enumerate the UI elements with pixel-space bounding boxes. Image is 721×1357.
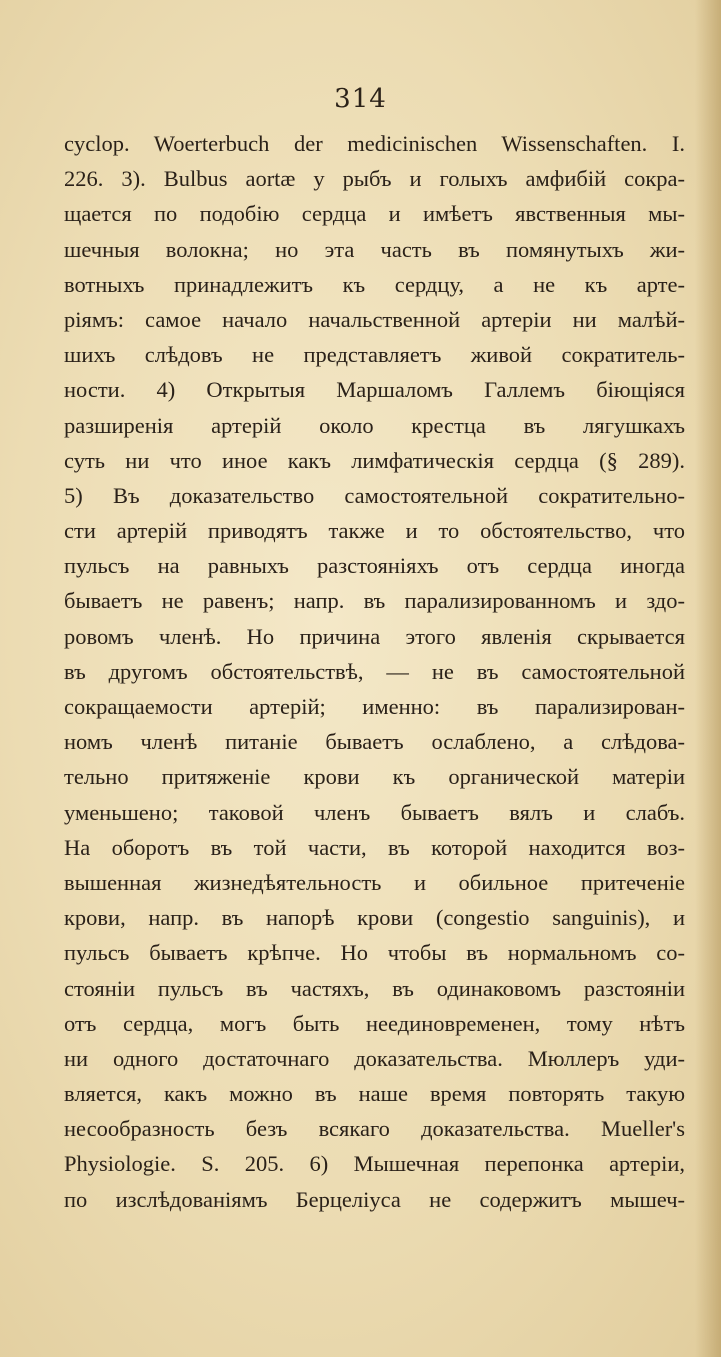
- text-line: вляется, какъ можно въ наше время повторять такую: [64, 1081, 685, 1107]
- text-line: по изслѣдованіямъ Берцеліуса не содержитъ мышеч-: [64, 1186, 685, 1212]
- text-line: несообразность безъ всякаго доказательства. Mueller's: [64, 1116, 685, 1142]
- text-line: ности. 4) Открытыя Маршаломъ Галлемъ біющіяся: [64, 377, 685, 403]
- text-line: ровомъ членѣ. Но причина этого явленія скрывается: [64, 623, 685, 649]
- text-line: пульсъ на равныхъ разстояніяхъ отъ сердца иногда: [64, 553, 685, 579]
- text-line: крови, напр. въ напорѣ крови (congestio sanguinis), и: [64, 905, 685, 931]
- text-line: пульсъ бываетъ крѣпче. Но чтобы въ нормальномъ со-: [64, 940, 685, 966]
- body-text: [64, 126, 685, 1217]
- text-line: отъ сердца, могъ быть неединовременен, тому нѣтъ: [64, 1010, 685, 1036]
- text-line: cyclop. Woerterbuch der medicinischen Wissenschaften. I.: [64, 131, 685, 156]
- text-line: На оборотъ въ той части, въ которой находится воз-: [64, 834, 685, 860]
- text-line: вышенная жизнедѣятельность и обильное притеченіе: [64, 869, 685, 895]
- text-line: стояніи пульсъ въ частяхъ, въ одинаковомъ разстояніи: [64, 975, 685, 1001]
- text-line: 226. 3). Bulbus aortæ у рыбъ и голыхъ амфибій сокра-: [64, 166, 685, 192]
- page-edge-shadow: [695, 0, 721, 1357]
- text-line: номъ членѣ питаніе бываетъ ослаблено, а слѣдова-: [64, 729, 685, 755]
- text-line: разширенія артерій около крестца въ лягушкахъ: [64, 412, 685, 438]
- text-line: 5) Въ доказательство самостоятельной сократительно-: [64, 482, 685, 508]
- text-line: въ другомъ обстоятельствѣ, — не въ самостоятельной: [64, 658, 685, 684]
- text-line: уменьшено; таковой членъ бываетъ вялъ и слабъ.: [64, 799, 685, 825]
- text-line: ріямъ: самое начало начальственной артеріи ни малѣй-: [64, 306, 685, 332]
- text-line: щается по подобію сердца и имѣетъ явственныя мы-: [64, 201, 685, 227]
- text-line: ни одного достаточнаго доказательства. Мюллеръ уди-: [64, 1045, 685, 1071]
- page-number: 314: [334, 84, 387, 114]
- text-line: суть ни что иное какъ лимфатическія сердца (§ 289).: [64, 447, 685, 473]
- text-line: вотныхъ принадлежитъ къ сердцу, а не къ арте-: [64, 271, 685, 297]
- text-line: Physiologie. S. 205. 6) Мышечная перепонка артеріи,: [64, 1151, 685, 1177]
- text-line: сокращаемости артерій; именно: въ парализирован-: [64, 694, 685, 719]
- text-line: бываетъ не равенъ; напр. въ парализированномъ и здо-: [64, 588, 685, 614]
- text-line: тельно притяженіе крови къ органической матеріи: [64, 764, 685, 790]
- text-line: сти артерій приводятъ также и то обстоятельство, что: [64, 518, 685, 544]
- text-line: шечныя волокна; но эта часть въ помянутыхъ жи-: [64, 236, 685, 262]
- text-line: шихъ слѣдовъ не представляетъ живой сократитель-: [64, 342, 685, 368]
